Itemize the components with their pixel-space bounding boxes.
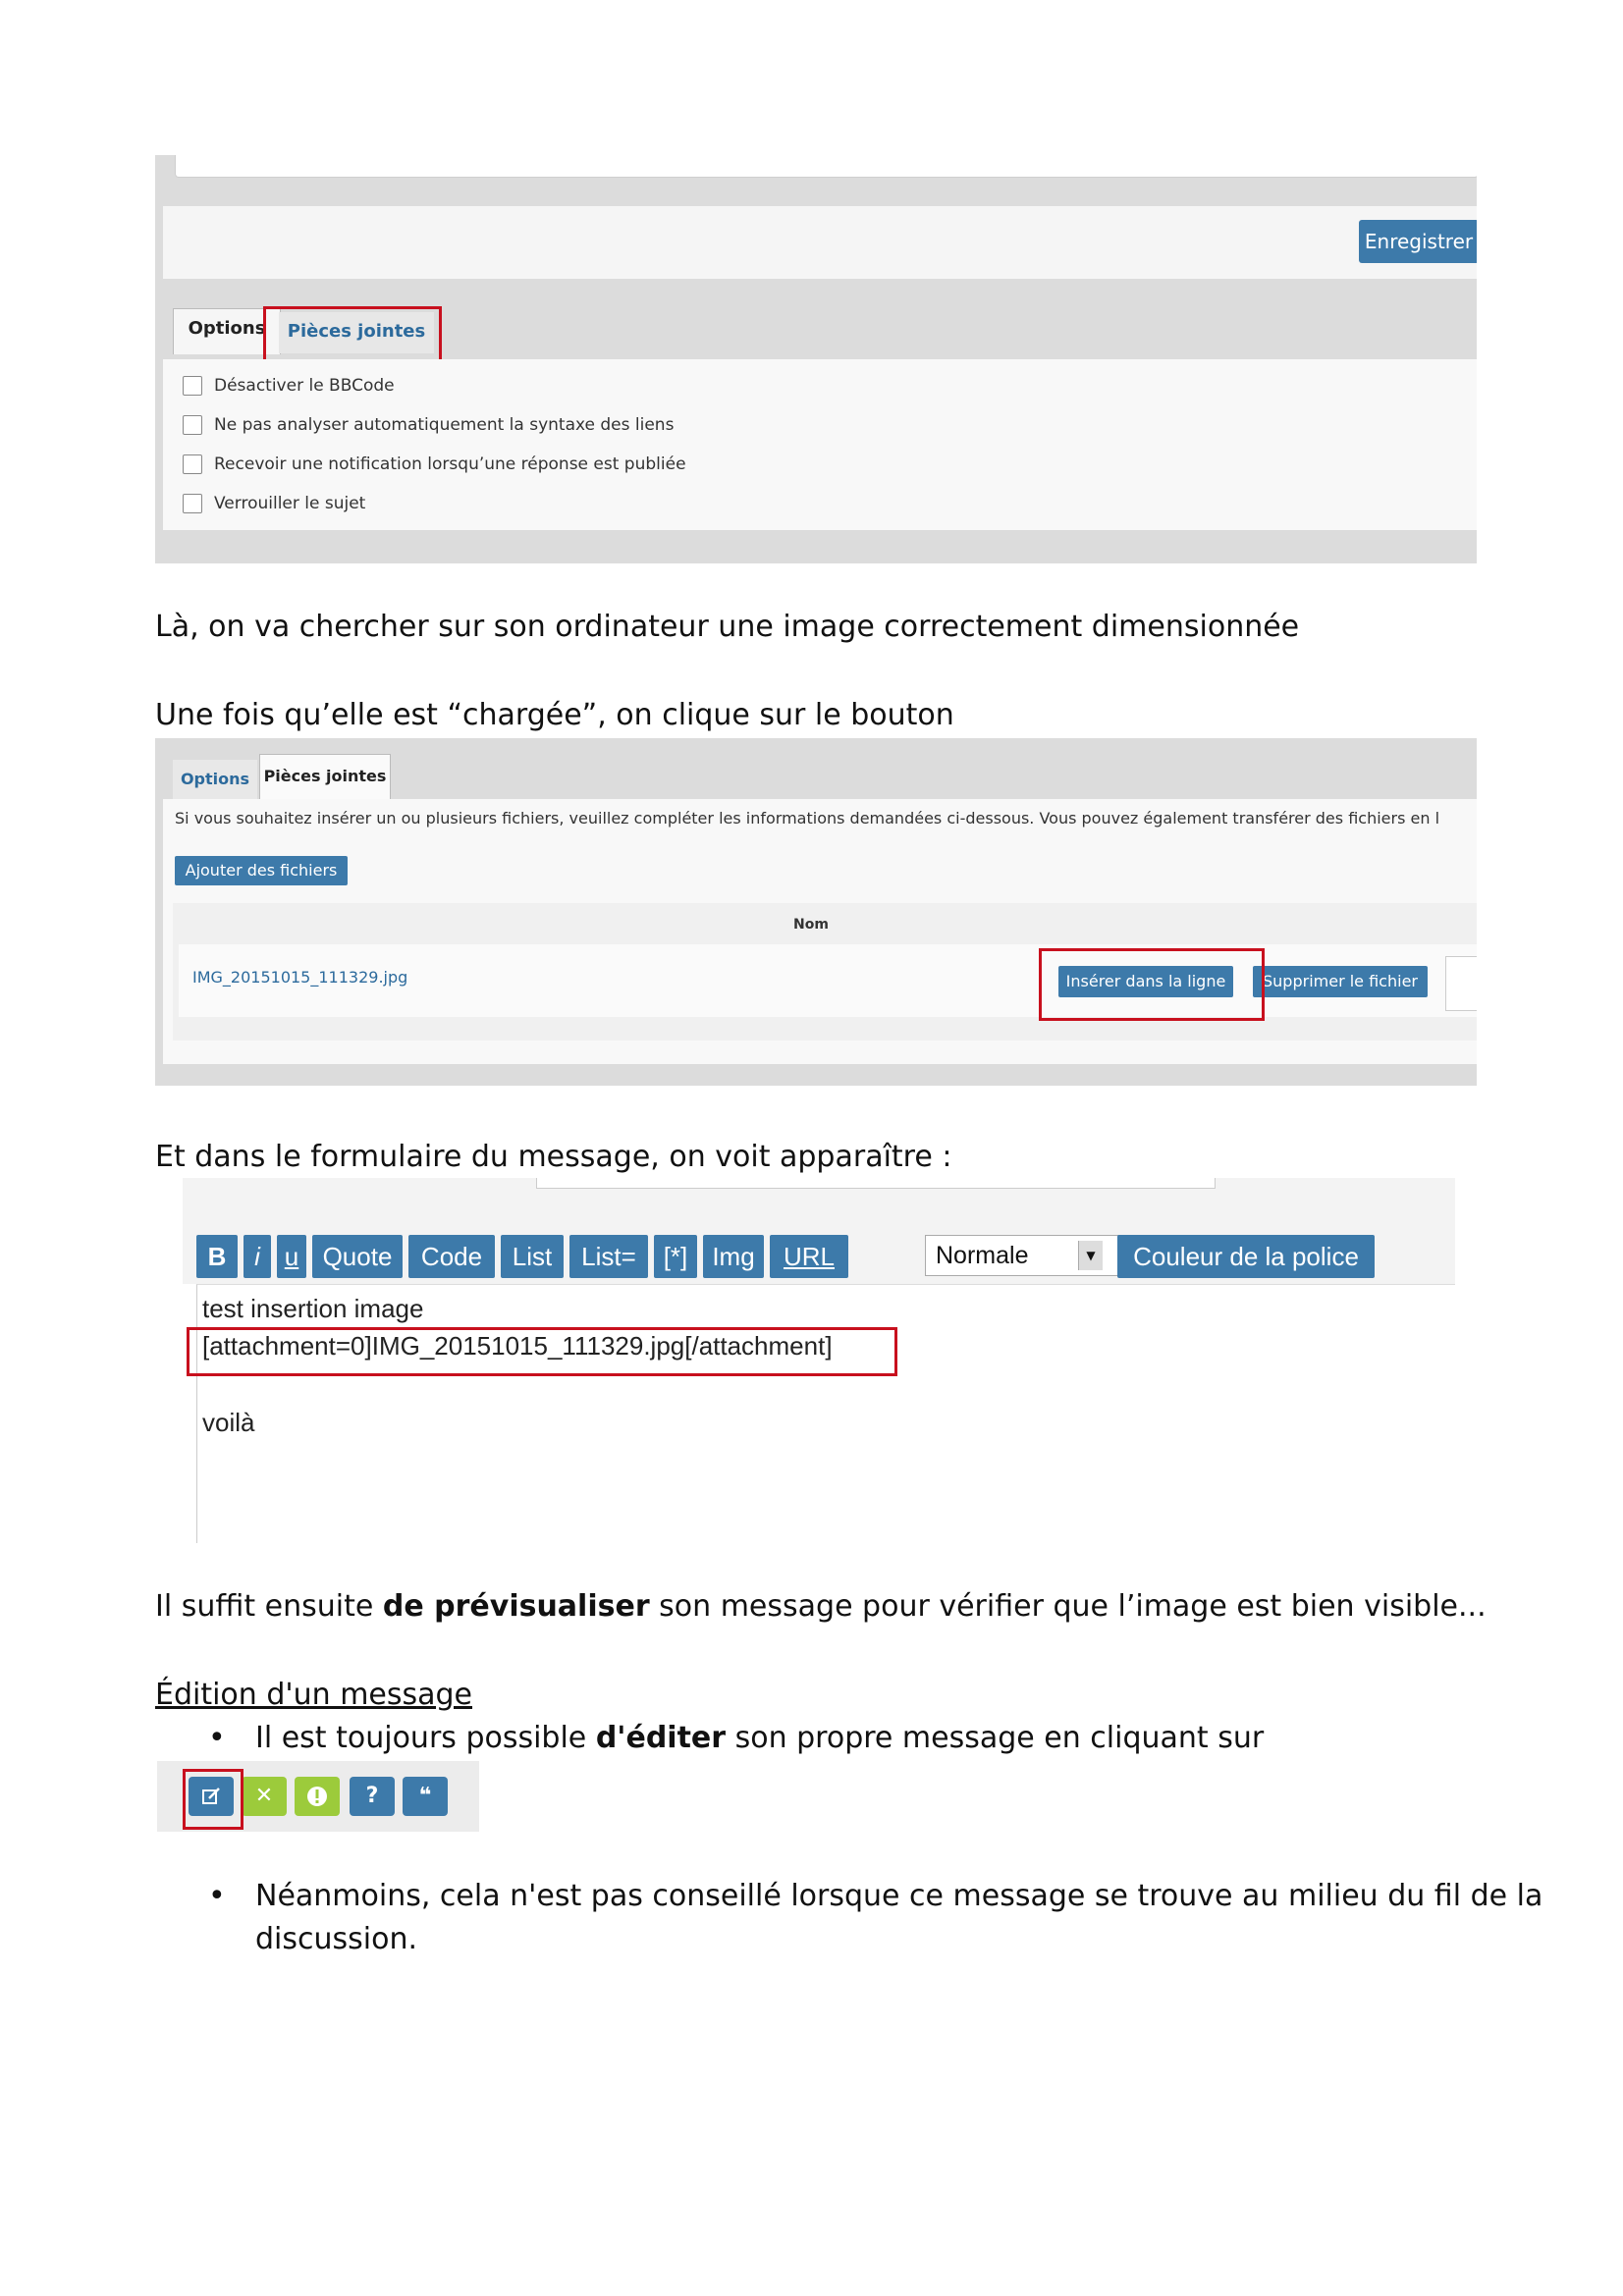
tab-options[interactable]: Options: [173, 308, 281, 354]
list-item-button[interactable]: [*]: [654, 1235, 697, 1278]
highlight-box: [1039, 948, 1265, 1021]
quote-button[interactable]: Quote: [312, 1235, 403, 1278]
section-title: Édition d'un message: [155, 1678, 473, 1712]
paragraph-4: [155, 1587, 1487, 1627]
help-icon: ?: [365, 1784, 379, 1808]
highlight-box: [187, 1327, 897, 1376]
paragraph-1: Là, on va chercher sur son ordinateur une image correctement dimensionnée: [155, 610, 1300, 644]
bullet-marker: •: [208, 1721, 226, 1755]
list-button[interactable]: List: [501, 1235, 564, 1278]
editor-line: voilà: [202, 1408, 255, 1437]
quote-icon: ❝: [418, 1784, 432, 1808]
checkbox-no-link-parse[interactable]: [183, 412, 674, 438]
code-button[interactable]: Code: [408, 1235, 495, 1278]
checkbox-lock-topic[interactable]: [183, 491, 365, 516]
report-button[interactable]: [295, 1777, 340, 1816]
editor-line-attachment: [attachment=0]IMG_20151015_111329.jpg[/attachment]: [202, 1331, 833, 1361]
checkbox[interactable]: [183, 415, 202, 435]
text-run: son propre message en cliquant sur: [726, 1721, 1265, 1755]
add-files-button[interactable]: Ajouter des fichiers: [175, 856, 348, 885]
bold-button[interactable]: B: [196, 1235, 238, 1278]
attachments-info: Si vous souhaitez insérer un ou plusieurs fichiers, veuillez compléter les informations demandées ci-dessous. Vous pouvez également transférer des fichiers en l: [175, 809, 1440, 828]
quote-button[interactable]: [403, 1777, 448, 1816]
subject-field-edge[interactable]: [536, 1178, 1216, 1189]
editor-line: test insertion image: [202, 1294, 424, 1323]
delete-file-button[interactable]: Supprimer le fichier: [1253, 966, 1428, 997]
text-run: Il suffit ensuite: [155, 1589, 383, 1624]
submit-bar: [163, 206, 1477, 279]
report-icon: [295, 1777, 340, 1822]
tab-attachments[interactable]: Pièces jointes: [259, 754, 391, 800]
checkbox[interactable]: [183, 376, 202, 396]
file-comment-field[interactable]: [1445, 956, 1477, 1011]
delete-button[interactable]: [242, 1777, 287, 1816]
tab-attachments[interactable]: Pièces jointes: [279, 312, 434, 353]
insert-inline-button[interactable]: Insérer dans la ligne: [1058, 966, 1233, 997]
checkbox-label: Ne pas analyser automatiquement la syntaxe des liens: [214, 415, 675, 435]
message-textarea-edge[interactable]: [175, 155, 1477, 178]
bullet-2-line-1: Néanmoins, cela n'est pas conseillé lorsque ce message se trouve au milieu du fil de la: [255, 1879, 1543, 1913]
font-size-select[interactable]: Normale: [925, 1235, 1119, 1276]
text-bold: de prévisualiser: [382, 1589, 650, 1624]
paragraph-2: Une fois qu’elle est “chargée”, on clique sur le bouton: [155, 698, 954, 732]
italic-button[interactable]: i: [243, 1235, 271, 1278]
checkbox-notify[interactable]: [183, 452, 686, 477]
checkbox-disable-bbcode[interactable]: [183, 373, 395, 399]
bullet-marker: •: [208, 1879, 226, 1913]
ordered-list-button[interactable]: List=: [569, 1235, 648, 1278]
url-button[interactable]: URL: [770, 1235, 848, 1278]
font-color-button[interactable]: Couleur de la police: [1117, 1235, 1375, 1278]
screenshot-post-buttons: [157, 1761, 479, 1832]
screenshot-attachments: [155, 738, 1477, 1086]
save-button[interactable]: Enregistrer: [1359, 220, 1477, 263]
checkbox[interactable]: [183, 494, 202, 513]
screenshot-editor: [183, 1178, 1455, 1543]
tab-options[interactable]: Options: [173, 760, 257, 799]
text-run: son message pour vérifier que l’image est bien visible...: [649, 1589, 1487, 1624]
delete-icon: ✕: [254, 1784, 274, 1808]
image-button[interactable]: Img: [703, 1235, 764, 1278]
screenshot-post-options: [155, 155, 1477, 563]
text-bold: d'éditer: [595, 1721, 727, 1755]
highlight-box: [183, 1769, 243, 1830]
underline-button[interactable]: u: [277, 1235, 306, 1278]
bullet-2-line-2: discussion.: [255, 1922, 418, 1956]
checkbox-label: Recevoir une notification lorsqu’une réponse est publiée: [214, 454, 686, 474]
chevron-down-icon[interactable]: ▼: [1078, 1241, 1103, 1270]
checkbox-label: Verrouiller le sujet: [214, 494, 366, 513]
checkbox[interactable]: [183, 454, 202, 474]
file-link[interactable]: IMG_20151015_111329.jpg: [192, 968, 408, 987]
checkbox-label: Désactiver le BBCode: [214, 376, 395, 396]
help-button[interactable]: [350, 1777, 395, 1816]
text-run: Il est toujours possible: [255, 1721, 596, 1755]
column-header-name: Nom: [793, 917, 829, 933]
paragraph-3: Et dans le formulaire du message, on voit apparaître :: [155, 1140, 952, 1174]
bullet-1-text: [255, 1719, 1264, 1758]
